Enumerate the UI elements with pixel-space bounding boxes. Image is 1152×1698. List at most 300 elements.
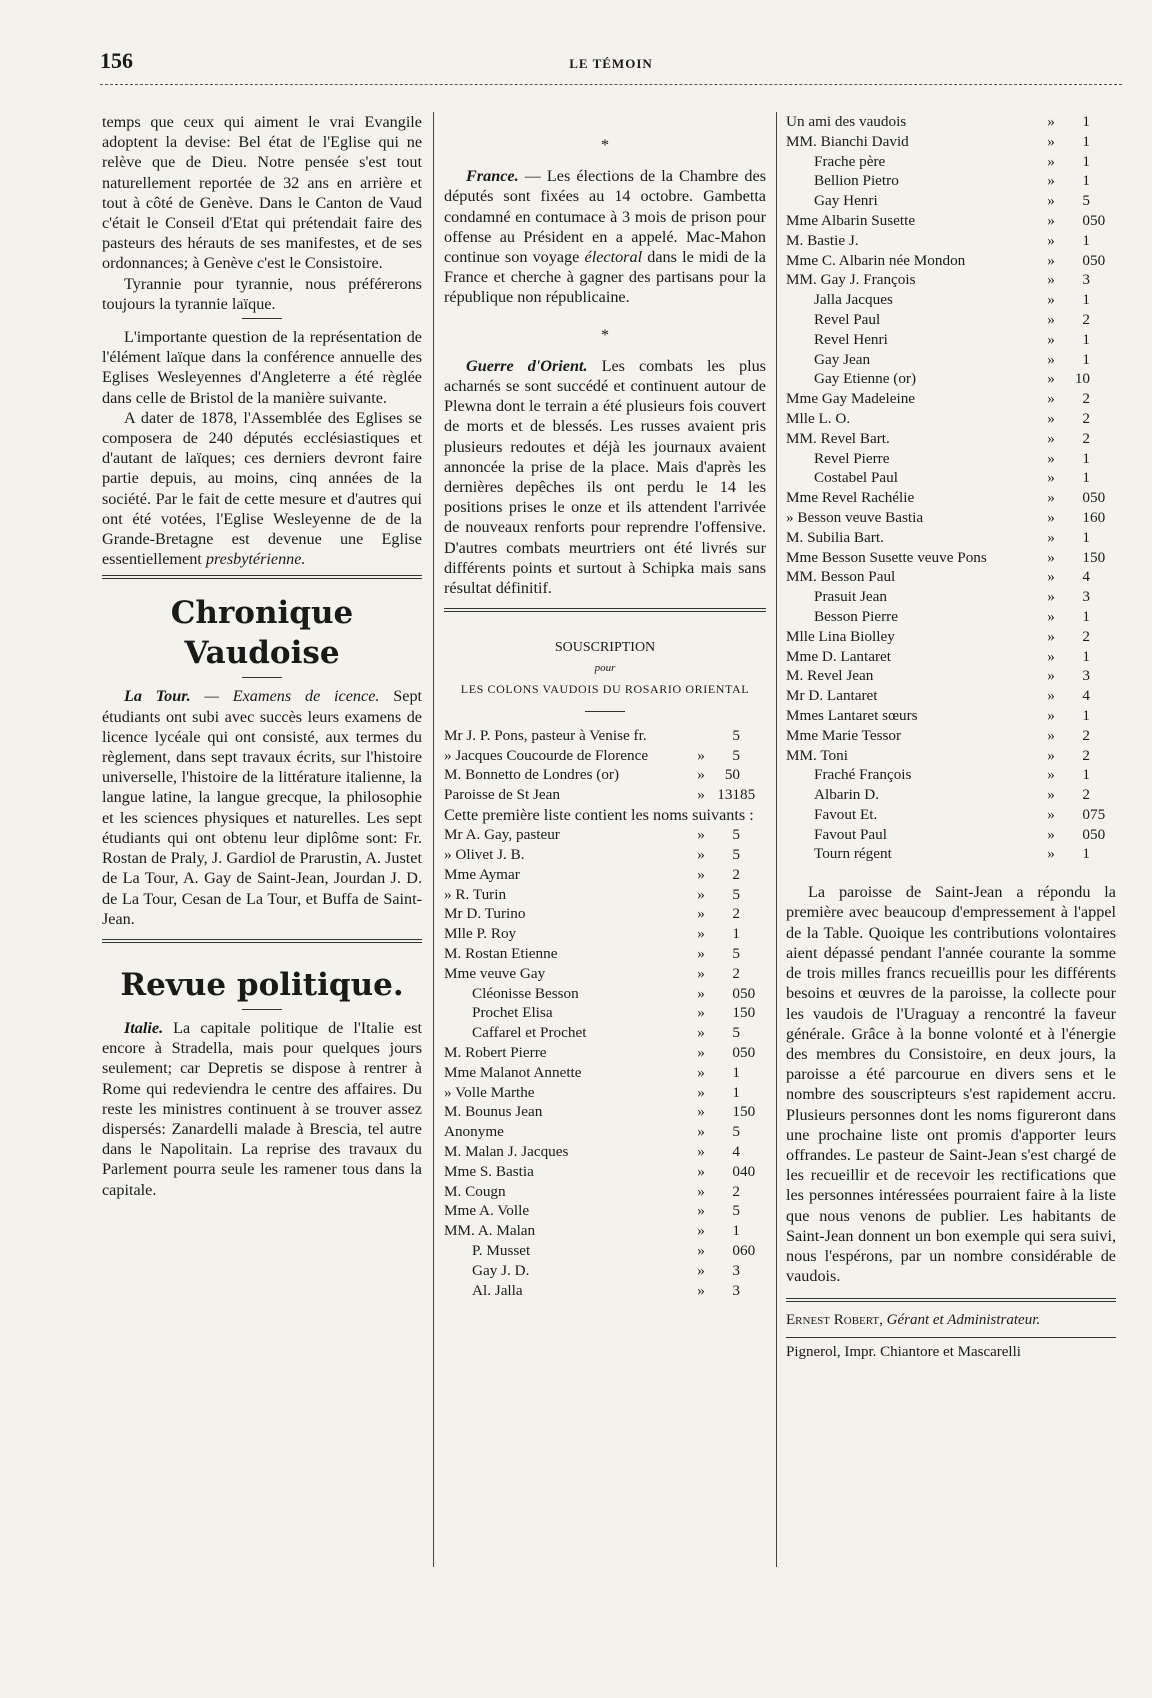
amount: 0 (732, 984, 740, 1002)
donor-name: Al. Jalla (472, 1281, 523, 1299)
amount-cents: 40 (740, 1162, 756, 1180)
list-item (786, 171, 1116, 191)
ditto-mark: » (697, 1222, 705, 1240)
amount-cents (1090, 706, 1116, 726)
amount-cents: 50 (740, 984, 756, 1002)
list-item (786, 647, 1116, 667)
ditto-mark: » (697, 1004, 705, 1022)
ditto-mark: » (697, 1123, 705, 1141)
ditto-mark: » (697, 984, 705, 1002)
amount-cents (740, 765, 766, 785)
donor-name: Revel Pierre (814, 449, 890, 467)
amount: 0 (732, 1044, 740, 1062)
separator (242, 677, 282, 678)
ditto-mark: » (1047, 409, 1055, 427)
amount-cents: 60 (740, 1242, 756, 1259)
list-item (444, 1241, 766, 1261)
amount: 0 (1082, 805, 1090, 823)
paragraph (102, 408, 422, 570)
lead-in: Italie. (124, 1018, 164, 1037)
amount: 2 (1082, 786, 1090, 804)
donor-name: Mr A. Gay, pasteur (444, 826, 560, 844)
amount: 3 (732, 1281, 740, 1299)
ditto-mark: » (1047, 766, 1055, 784)
list-item (786, 330, 1116, 350)
donor-name: P. Musset (472, 1242, 531, 1259)
amount: 1 (1082, 113, 1090, 130)
amount: 2 (1082, 310, 1090, 328)
donor-name: Mme S. Bastia (444, 1162, 534, 1180)
donor-name: Revel Henri (814, 330, 888, 348)
amount-cents: 50 (1090, 825, 1106, 843)
amount-cents (1090, 152, 1116, 172)
amount-cents (740, 1261, 766, 1281)
amount-cents (740, 1221, 766, 1241)
amount: 1 (732, 1222, 740, 1240)
ditto-mark: » (697, 1083, 705, 1101)
amount-cents (740, 1023, 766, 1043)
ditto-mark: » (1047, 291, 1055, 309)
paragraph-text: Sept étudiants ont subi avec succès leurs examens de licence lycéale qui ont consisté, aux termes du règlement, dans sept travaux écrits, sur l'histoire universelle, l'histoire de la littérature italienne, la langue latine, la langue grecque, la philosophie et les sciences physiques et naturelles. Les sept étudiants qui ont obtenu leur diplôme sont: Fr. Rostan de Praly, J. Gardiol de Prarustin, A. Justet de La Tour, A. Gay de Saint-Jean, Jourdan J. D. de La Tour, Cesan de La Tour, et Buffa de Saint-Jean. (102, 687, 423, 928)
ditto-mark: » (1047, 330, 1055, 348)
amount: 2 (1082, 726, 1090, 744)
amount: 10 (1074, 370, 1090, 388)
donor-name: M. Malan J. Jacques (444, 1143, 569, 1161)
subscription-list (444, 825, 766, 1300)
list-item (444, 885, 766, 905)
header-rule (100, 84, 1122, 85)
amount: 1 (1082, 845, 1090, 863)
amount: 1 (1082, 607, 1090, 625)
list-item (786, 389, 1116, 409)
ditto-mark: » (697, 865, 705, 883)
amount-cents (740, 845, 766, 865)
ditto-mark: » (697, 746, 705, 764)
donor-name: Mme Malanot Annette (444, 1063, 582, 1081)
amount: 2 (1082, 627, 1090, 645)
amount-cents (1090, 607, 1116, 627)
amount: 3 (1082, 271, 1090, 289)
separator (102, 939, 422, 943)
paragraph (102, 686, 422, 928)
donor-name: Favout Et. (814, 805, 878, 823)
donor-name: MM. Revel Bart. (786, 429, 890, 447)
donor-name: Mme veuve Gay (444, 964, 546, 982)
donor-name: Frache père (814, 152, 886, 170)
ditto-mark: » (1047, 390, 1055, 408)
donor-name: Anonyme (444, 1123, 504, 1141)
paragraph-text: dans le midi de la France et cherche à gagner des partisans pour la république non républicaine. (444, 248, 766, 307)
amount-cents (1090, 666, 1116, 686)
donor-name: Cléonisse Besson (472, 984, 579, 1002)
ditto-mark: » (697, 1261, 705, 1279)
donor-name: Jalla Jacques (814, 291, 893, 309)
amount-cents (1090, 132, 1116, 152)
amount-cents (1090, 567, 1116, 587)
ditto-mark: » (1047, 310, 1055, 328)
paragraph-text: — Les élections de la Chambre des députés sont fixées au 14 octobre. Gambetta condamné en contumace à 3 mois de prison pour offense au Président en a appelé. Mac-Mahon continue son voyage (444, 167, 767, 267)
subscription-list (786, 112, 1116, 864)
column-divider (776, 112, 777, 1567)
subscription-pour: pour (594, 662, 616, 675)
column-divider (433, 112, 434, 1567)
ditto-mark: » (1047, 786, 1055, 804)
amount: 1 (1082, 330, 1090, 348)
amount-cents (1090, 785, 1116, 805)
donor-name: Mme A. Volle (444, 1202, 530, 1220)
list-item (786, 765, 1116, 785)
donor-name: Mme C. Albarin née Mondon (786, 251, 966, 269)
donor-name: » Jacques Coucourde de Florence (444, 746, 649, 764)
amount-cents: 60 (1090, 508, 1106, 526)
amount: 1 (1082, 469, 1090, 487)
ditto-mark: » (1047, 667, 1055, 685)
lead-in: La Tour. (124, 687, 191, 706)
list-item (786, 429, 1116, 449)
list-item (786, 449, 1116, 469)
donor-name: Prochet Elisa (472, 1004, 553, 1022)
ditto-mark: » (1047, 627, 1055, 645)
list-item (786, 666, 1116, 686)
ditto-mark: » (1047, 429, 1055, 447)
amount-cents: 50 (740, 1044, 756, 1062)
list-item (444, 765, 766, 785)
amount-cents (740, 885, 766, 905)
amount-cents: 85 (740, 786, 756, 804)
amount: 4 (732, 1143, 740, 1161)
amount-cents (740, 964, 766, 984)
donor-name: Besson Pierre (814, 607, 898, 625)
paragraph: L'importante question de la représentation de l'élément laïque dans la conférence annuelle des Eglises Wesleyennes d'Angleterre a été règlée dans celle de Bristol de la manière suivante. (102, 328, 422, 407)
ditto-mark: » (1047, 211, 1055, 229)
ditto-mark: » (697, 1202, 705, 1220)
amount-cents (740, 1122, 766, 1142)
amount-cents (1090, 369, 1116, 389)
amount-cents (1090, 330, 1116, 350)
list-item (786, 686, 1116, 706)
ditto-mark: » (697, 1242, 705, 1259)
list-item (444, 1003, 766, 1023)
amount-cents: 75 (1090, 805, 1106, 823)
donor-name: MM. Toni (786, 746, 848, 764)
amount-cents (1090, 231, 1116, 251)
amount: 1 (1082, 449, 1090, 467)
list-item (786, 726, 1116, 746)
ditto-mark: » (1047, 706, 1055, 724)
amount: 5 (732, 1123, 740, 1141)
amount: 1 (1082, 152, 1090, 170)
amount-cents (1090, 429, 1116, 449)
donor-name: MM. A. Malan (444, 1222, 536, 1240)
amount: 1 (732, 1103, 740, 1121)
amount-cents: 50 (1090, 489, 1106, 507)
ditto-mark: » (697, 1044, 705, 1062)
donor-name: M. Bounus Jean (444, 1103, 543, 1121)
donor-name: Prasuit Jean (814, 588, 887, 606)
list-item (444, 746, 766, 766)
donor-name: M. Bonnetto de Londres (or) (444, 766, 620, 784)
donor-name: Revel Paul (814, 310, 881, 328)
lead-in: Guerre d'Orient. (466, 356, 588, 375)
amount: 1 (1082, 548, 1090, 566)
ditto-mark: » (697, 885, 705, 903)
ditto-mark: » (1047, 172, 1055, 190)
ditto-mark: » (697, 786, 705, 804)
amount: 5 (732, 746, 740, 764)
list-item (444, 1201, 766, 1221)
amount: 2 (732, 1182, 740, 1200)
donor-name: Gay Henri (814, 192, 878, 210)
donor-name: MM. Besson Paul (786, 568, 896, 586)
amount-cents: 50 (1090, 251, 1106, 269)
list-item (786, 409, 1116, 429)
list-item (786, 508, 1116, 528)
donor-name: MM. Bianchi David (786, 132, 909, 150)
list-item (444, 964, 766, 984)
list-item (444, 825, 766, 845)
ditto-mark: » (1047, 370, 1055, 388)
subscription-target: LES COLONS VAUDOIS DU ROSARIO ORIENTAL (460, 681, 750, 696)
italic-text: presbytérienne. (205, 550, 306, 569)
donor-name: Mlle P. Roy (444, 925, 517, 943)
amount: 2 (1082, 409, 1090, 427)
donor-name: Caffarel et Prochet (472, 1024, 587, 1042)
ditto-mark: » (1047, 548, 1055, 566)
donor-name: Mlle Lina Biolley (786, 627, 895, 645)
donor-name: Mme D. Lantaret (786, 647, 892, 665)
amount: 2 (1082, 746, 1090, 764)
donor-name: Mme Revel Rachélie (786, 489, 915, 507)
printer-line: Pignerol, Impr. Chiantore et Mascarelli (786, 1337, 1116, 1362)
ditto-mark: » (697, 1143, 705, 1161)
list-item (444, 1102, 766, 1122)
separator (102, 575, 422, 579)
donor-name: Un ami des vaudois (786, 113, 907, 130)
amount: 0 (732, 1242, 740, 1259)
amount-cents (1090, 587, 1116, 607)
amount: 4 (1082, 687, 1090, 705)
amount: 5 (1082, 192, 1090, 210)
ditto-mark: » (1047, 469, 1055, 487)
amount: 1 (1082, 291, 1090, 309)
amount-cents (740, 865, 766, 885)
column-right (786, 112, 1116, 1362)
amount-cents (1090, 171, 1116, 191)
list-item (786, 746, 1116, 766)
paragraph (102, 1018, 422, 1200)
amount: 0 (1082, 251, 1090, 269)
paragraph: temps que ceux qui aiment le vrai Evangile adoptent la devise: Bel état de l'Eglise qui ne relève que de Dieu. Notre pensée s'est tout naturellement reportée de 32 ans en arrière et tout à côté de Genève. Dans le Canton de Vaud c'était le Conseil d'Etat qui prétendait faire des pasteurs des hérauts de ses manifestes, et de ses ordonnances; à Genève c'est le Consistoire. (102, 113, 422, 273)
paragraph: Tyrannie pour tyrannie, nous préférerons toujours la tyrannie laïque. (102, 274, 422, 313)
list-item (444, 1122, 766, 1142)
amount-cents (740, 825, 766, 845)
amount-cents (1090, 449, 1116, 469)
list-item (786, 152, 1116, 172)
amount-cents (740, 904, 766, 924)
ditto-mark: » (1047, 192, 1055, 210)
list-item (786, 607, 1116, 627)
amount: 1 (1082, 647, 1090, 665)
list-item (786, 587, 1116, 607)
amount: 2 (1082, 390, 1090, 408)
ditto-mark (694, 726, 708, 746)
ditto-mark: » (1047, 508, 1055, 526)
donor-name: » Volle Marthe (444, 1083, 535, 1101)
ditto-mark: » (1047, 350, 1055, 368)
list-item (786, 350, 1116, 370)
donor-name: Mr D. Turino (444, 905, 526, 923)
amount-cents (740, 1142, 766, 1162)
section-title-chronique: Chronique Vaudoise (170, 595, 354, 672)
ditto-mark: » (1047, 528, 1055, 546)
donor-name: M. Rostan Etienne (444, 945, 558, 963)
amount: 2 (732, 905, 740, 923)
italic-text: électoral (584, 248, 643, 267)
list-item (786, 211, 1116, 231)
amount: 1 (732, 925, 740, 943)
list-item (444, 865, 766, 885)
amount-cents (740, 1063, 766, 1083)
list-item (444, 1221, 766, 1241)
ditto-mark: » (1047, 271, 1055, 289)
separator (585, 711, 625, 712)
amount-cents (740, 1201, 766, 1221)
ditto-mark: » (1047, 568, 1055, 586)
ditto-mark: » (697, 1182, 705, 1200)
star-separator: * (601, 137, 609, 154)
list-item (786, 844, 1116, 864)
paragraph (444, 356, 766, 598)
list-item (444, 1043, 766, 1063)
amount-cents (1090, 726, 1116, 746)
list-item (444, 924, 766, 944)
amount: 1 (732, 1063, 740, 1081)
separator (786, 1298, 1116, 1302)
list-item (786, 369, 1116, 389)
amount: 1 (1082, 231, 1090, 249)
amount-cents (740, 1182, 766, 1202)
signature-name: Ernest Robert, (786, 1312, 883, 1329)
amount: 2 (732, 964, 740, 982)
list-item (786, 528, 1116, 548)
amount-cents: 50 (740, 1103, 756, 1121)
amount: 1 (1082, 766, 1090, 784)
list-item (786, 231, 1116, 251)
ditto-mark: » (1047, 489, 1055, 507)
list-item (786, 548, 1116, 568)
ditto-mark: » (1047, 726, 1055, 744)
amount: 1 (1082, 706, 1090, 724)
amount: 0 (1082, 489, 1090, 507)
donor-name: Bellion Pietro (814, 172, 899, 190)
donor-name: M. Revel Jean (786, 667, 874, 685)
ditto-mark: » (697, 1103, 705, 1121)
page-header (100, 48, 1122, 84)
amount-cents (1090, 686, 1116, 706)
amount-cents (1090, 765, 1116, 785)
amount-cents (740, 1281, 766, 1301)
list-item (786, 310, 1116, 330)
list-item (786, 785, 1116, 805)
amount-cents (740, 924, 766, 944)
separator (242, 318, 282, 319)
donor-name: Mr J. P. Pons, pasteur à Venise fr. (444, 726, 647, 744)
amount: 0 (1082, 825, 1090, 843)
amount: 3 (1082, 588, 1090, 606)
amount: 4 (1082, 568, 1090, 586)
list-item (786, 290, 1116, 310)
donor-name: » Olivet J. B. (444, 846, 525, 864)
subscription-list (444, 726, 766, 805)
amount-cents (1090, 270, 1116, 290)
amount-cents (1090, 468, 1116, 488)
amount-cents: 50 (1090, 548, 1106, 566)
list-item (786, 191, 1116, 211)
donor-name: Albarin D. (814, 786, 879, 804)
amount: 0 (732, 1162, 740, 1180)
ditto-mark: » (1047, 132, 1055, 150)
amount: 3 (732, 1261, 740, 1279)
lead-in: France. (466, 167, 519, 186)
list-item (444, 1261, 766, 1281)
amount-cents (1090, 350, 1116, 370)
amount: 1 (1082, 132, 1090, 150)
donor-name: Gay J. D. (472, 1261, 530, 1279)
amount-cents (1090, 389, 1116, 409)
list-item (786, 132, 1116, 152)
amount: 50 (724, 766, 740, 784)
donor-name: MM. Gay J. François (786, 271, 916, 289)
donor-name: Mr D. Lantaret (786, 687, 878, 705)
amount-cents (740, 726, 766, 746)
ditto-mark: » (1047, 647, 1055, 665)
paragraph-text: La capitale politique de l'Italie est encore à Stradella, mais pour quelques jours seulement; car Depretis se dispose à rentrer à Rome qui redeviendra le centre des affaires. Du reste les ministres continuent à se trouver assez dispersés: Zanardelli malade à Brescia, tel autre dans le Napolitain. La reprise des travaux du Parlement pourra seule les ramener tous dans la capitale. (102, 1018, 422, 1199)
donor-name: Fraché François (814, 766, 912, 784)
paragraph (444, 166, 766, 307)
list-item (786, 706, 1116, 726)
list-note: Cette première liste contient les noms suivants : (444, 806, 754, 825)
amount: 131 (717, 786, 740, 804)
ditto-mark: » (1047, 152, 1055, 170)
amount: 2 (732, 865, 740, 883)
donor-name: Mme Gay Madeleine (786, 390, 916, 408)
ditto-mark: » (1047, 251, 1055, 269)
list-item (444, 785, 766, 805)
paragraph-text: Les combats les plus acharnés se sont succédé et continuent autour de Plewna dont le terrain a été plusieurs fois couvert de morts et de blessés. Les russes avaient pris plusieurs redoutes et déjà les journaux avaient annoncée la prise de la place. Mais d'après les dernières depêches ils ont perdu le 14 les positions prises le onze et ils attendent l'arrivée de nouveaux renforts pour reprendre l'offensive. D'autres combats meurtriers ont été livrés sur différents points et surtout à Schipka mais sans résultat définitif. (444, 356, 766, 598)
list-item (444, 984, 766, 1004)
ditto-mark: » (1047, 231, 1055, 249)
donor-name: Mme Marie Tessor (786, 726, 902, 744)
donor-name: M. Cougn (444, 1182, 506, 1200)
amount-cents (1090, 528, 1116, 548)
list-item (786, 251, 1116, 271)
amount-cents (1090, 627, 1116, 647)
ditto-mark: » (697, 905, 705, 923)
donor-name: Mme Albarin Susette (786, 211, 916, 229)
list-item (786, 805, 1116, 825)
ditto-mark: » (1047, 113, 1055, 130)
ditto-mark: » (1047, 825, 1055, 843)
list-item (444, 1162, 766, 1182)
donor-name: M. Subilia Bart. (786, 528, 884, 546)
donor-name: » Besson veuve Bastia (786, 508, 924, 526)
list-item (786, 627, 1116, 647)
amount-cents (1090, 191, 1116, 211)
amount: 5 (732, 1202, 740, 1220)
amount: 3 (1082, 667, 1090, 685)
amount: 1 (1082, 350, 1090, 368)
amount: 5 (732, 885, 740, 903)
